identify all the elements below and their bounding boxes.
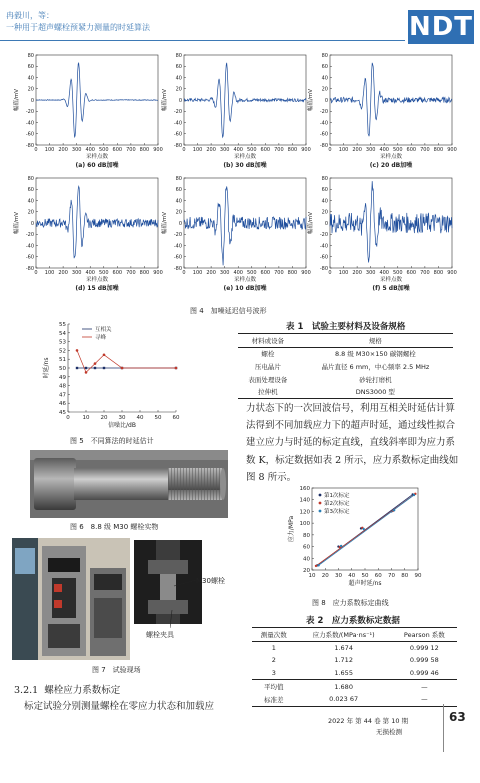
x-axis-label: 采样点数 <box>233 277 257 283</box>
table-2-header: Pearson 系数 <box>403 630 445 639</box>
waveform-line <box>330 63 452 136</box>
x-tick-label: 10 <box>308 573 316 579</box>
table-cell: 0.999 46 <box>409 669 439 678</box>
section-text: 标定试验分别测量螺栓在零应力状态和加载应 <box>24 701 215 712</box>
table-row <box>238 373 453 386</box>
figure-8-chart <box>284 484 428 594</box>
x-tick-label: 0 <box>66 415 70 421</box>
x-tick-label: 800 <box>287 147 298 153</box>
y-tick-label: 40 <box>321 198 328 205</box>
paragraph-line: 力状态下的一次回波信号，利用互相关时延估计算 <box>246 403 456 414</box>
data-point <box>94 367 96 369</box>
y-tick-label: -40 <box>319 243 328 250</box>
x-tick-label: 300 <box>71 147 82 153</box>
x-tick-label: 600 <box>260 147 271 153</box>
table-2 <box>252 627 457 707</box>
x-axis-label: 采样点数 <box>379 277 403 283</box>
y-tick-label: 0 <box>30 220 34 227</box>
data-point <box>362 528 364 530</box>
table-1-header: 材料或设备 <box>251 336 285 345</box>
table-cell: 压电晶片 <box>254 362 281 371</box>
x-tick-label: 0 <box>34 270 38 276</box>
y-tick-label: -60 <box>25 254 34 261</box>
x-tick-label: 600 <box>406 270 417 276</box>
figure-8-caption: 图 8 应力系数标定曲线 <box>312 599 389 607</box>
table-cell: 8.8 级 M30×150 碳钢螺栓 <box>334 350 416 359</box>
y-tick-label: 60 <box>175 187 182 194</box>
y-tick-label: 55 <box>59 322 66 328</box>
table-row <box>252 680 457 693</box>
table-cell: 标准差 <box>264 695 284 704</box>
y-tick-label: 20 <box>27 209 34 216</box>
data-point <box>85 367 87 369</box>
y-tick-label: -40 <box>173 243 182 250</box>
y-tick-label: -20 <box>25 109 34 116</box>
x-tick-label: 70 <box>388 573 395 579</box>
x-tick-label: 800 <box>433 270 444 276</box>
waveform-line <box>36 186 158 258</box>
y-tick-label: 53 <box>59 339 66 346</box>
x-tick-label: 0 <box>182 147 186 153</box>
data-point <box>175 367 178 370</box>
table-row <box>238 347 453 360</box>
x-tick-label: 0 <box>328 147 332 153</box>
figure-4-caption: 图 4 加噪延迟信号波形 <box>190 307 267 315</box>
y-tick-label: 47 <box>59 392 66 399</box>
x-tick-label: 800 <box>433 147 444 153</box>
x-tick-label: 300 <box>219 270 230 276</box>
x-tick-label: 60 <box>374 573 382 579</box>
legend-swatch <box>319 510 322 513</box>
x-tick-label: 30 <box>335 573 342 579</box>
legend-label: 第3次标定 <box>324 509 350 515</box>
waveform-line <box>184 186 306 265</box>
y-tick-label: -60 <box>25 131 34 138</box>
y-tick-label: 50 <box>59 366 66 372</box>
x-tick-label: 500 <box>393 147 403 153</box>
table-cell: 1 <box>271 643 276 652</box>
x-tick-label: 100 <box>338 147 349 153</box>
x-tick-label: 100 <box>44 147 55 153</box>
x-tick-label: 20 <box>321 573 329 579</box>
y-tick-label: 160 <box>299 486 310 492</box>
footer-journal-issue: 2022 年 第 44 卷 第 10 期 <box>328 717 409 725</box>
waveform-line <box>184 63 306 137</box>
figure-5-chart <box>38 320 188 435</box>
y-axis-label: 应力/MPa <box>288 515 295 543</box>
y-tick-label: 0 <box>324 220 328 227</box>
legend-swatch <box>319 494 322 497</box>
test-machine-photo <box>12 538 130 660</box>
y-tick-label: 40 <box>321 75 328 82</box>
y-tick-label: 100 <box>299 521 310 528</box>
header-rule <box>0 40 405 41</box>
x-tick-label: 500 <box>393 270 403 276</box>
x-tick-label: 400 <box>85 270 95 276</box>
figure-4-waveforms <box>0 50 480 303</box>
table-cell: 平均值 <box>264 683 284 692</box>
x-tick-label: 800 <box>287 270 298 276</box>
y-tick-label: -60 <box>173 254 182 261</box>
y-tick-label: 0 <box>30 97 34 104</box>
y-tick-label: -40 <box>25 243 34 250</box>
table-row <box>252 654 457 667</box>
x-tick-label: 500 <box>99 270 109 276</box>
table-cell: 表面处理设备 <box>248 375 288 384</box>
y-tick-label: -20 <box>319 109 328 116</box>
table-cell: 0.999 12 <box>409 643 439 652</box>
x-tick-label: 900 <box>301 270 311 276</box>
y-tick-label: -20 <box>319 232 328 239</box>
y-tick-label: 140 <box>299 497 310 504</box>
y-axis-label: 幅值/mV <box>308 212 314 234</box>
table-cell: 螺栓 <box>261 350 275 359</box>
x-tick-label: 900 <box>301 147 311 153</box>
x-tick-label: 800 <box>139 147 150 153</box>
figure-5-caption: 图 5 不同算法的时延估计 <box>70 437 154 445</box>
x-tick-label: 900 <box>447 270 457 276</box>
x-tick-label: 60 <box>172 415 180 421</box>
data-point <box>413 494 415 496</box>
table-cell: 0.023 67 <box>329 695 359 704</box>
x-tick-label: 700 <box>420 147 430 153</box>
y-tick-label: 60 <box>175 64 182 71</box>
y-tick-label: 20 <box>321 86 328 93</box>
label-m30-bolt: M30螺栓 <box>196 577 225 585</box>
legend-label: 第1次标定 <box>324 493 350 499</box>
x-tick-label: 30 <box>118 415 126 421</box>
y-tick-label: -60 <box>319 254 328 261</box>
data-point <box>103 354 106 357</box>
figure-6-caption: 图 6 8.8 级 M30 螺栓实物 <box>70 523 159 531</box>
header-authors: 冉毅川，等： <box>6 11 54 20</box>
x-tick-label: 500 <box>247 147 257 153</box>
y-tick-label: 80 <box>303 532 310 539</box>
y-tick-label: 20 <box>321 209 328 216</box>
x-tick-label: 40 <box>348 573 356 579</box>
table-row <box>238 360 453 373</box>
x-tick-label: 400 <box>233 147 243 153</box>
y-tick-label: 20 <box>175 209 182 216</box>
x-tick-label: 400 <box>85 147 95 153</box>
y-tick-label: 40 <box>27 75 34 82</box>
paragraph-line: 数 K，标定数据如表 2 所示，应力系数标定曲线如 <box>246 454 459 466</box>
y-tick-label: 40 <box>175 198 182 205</box>
y-tick-label: 45 <box>59 410 66 416</box>
y-tick-label: -20 <box>25 232 34 239</box>
x-tick-label: 300 <box>365 147 376 153</box>
x-tick-label: 40 <box>136 415 144 421</box>
y-tick-label: 60 <box>321 187 328 194</box>
legend-label: 互相关 <box>95 327 112 333</box>
x-tick-label: 700 <box>274 147 284 153</box>
label-bolt-fixture: 螺栓夹具 <box>146 631 174 639</box>
running-title: 一种用于超声螺栓预紧力测量的时延算法 <box>6 23 150 32</box>
y-tick-label: 0 <box>178 97 182 104</box>
y-tick-label: 80 <box>321 52 328 59</box>
footer-journal-name: 无损检测 <box>376 728 402 736</box>
y-tick-label: 80 <box>175 52 182 59</box>
legend-label: 第2次标定 <box>324 501 350 507</box>
journal-logo: NDT <box>408 12 474 42</box>
y-tick-label: -80 <box>319 265 328 272</box>
y-axis-label: 幅值/mV <box>14 212 20 234</box>
table-cell: 2 <box>271 656 276 665</box>
x-tick-label: 700 <box>126 147 136 153</box>
x-tick-label: 300 <box>71 270 82 276</box>
table-cell: 1.674 <box>334 643 353 652</box>
table-2-header-row <box>252 628 457 642</box>
paragraph-line: 法得到不同加载应力下的超声时延，通过线性拟合 <box>246 420 456 432</box>
y-tick-label: -40 <box>173 120 182 127</box>
x-tick-label: 200 <box>206 270 216 276</box>
y-axis-label: 幅值/mV <box>162 212 168 234</box>
x-tick-label: 900 <box>153 147 163 153</box>
data-point <box>85 371 88 374</box>
y-tick-label: 20 <box>175 86 182 93</box>
table-cell: 1.712 <box>334 656 353 665</box>
section-number: 3.2.1 <box>14 685 39 696</box>
x-tick-label: 200 <box>206 147 216 153</box>
y-tick-label: 40 <box>303 556 310 563</box>
y-tick-label: 80 <box>175 175 182 182</box>
y-tick-label: 120 <box>299 509 310 516</box>
table-cell: — <box>421 695 428 704</box>
y-tick-label: -20 <box>173 109 182 116</box>
legend-swatch <box>319 502 322 505</box>
legend-label: 寻峰 <box>95 335 107 341</box>
data-point <box>340 545 342 547</box>
y-tick-label: 46 <box>59 401 66 408</box>
x-axis-label: 采样点数 <box>85 277 109 283</box>
table-row <box>252 641 457 654</box>
x-tick-label: 80 <box>401 573 409 579</box>
y-tick-label: 40 <box>27 198 34 205</box>
y-tick-label: 80 <box>321 175 328 182</box>
x-tick-label: 20 <box>100 415 108 421</box>
footer-rule <box>443 704 444 752</box>
y-tick-label: 20 <box>27 86 34 93</box>
x-tick-label: 100 <box>338 270 349 276</box>
x-axis-label: 采样点数 <box>233 154 257 160</box>
y-tick-label: 60 <box>27 187 34 194</box>
x-tick-label: 400 <box>379 147 389 153</box>
x-tick-label: 10 <box>82 415 90 421</box>
y-tick-label: 60 <box>27 64 34 71</box>
data-point <box>393 509 395 511</box>
x-tick-label: 600 <box>406 147 417 153</box>
table-row <box>252 667 457 680</box>
x-axis-label: 信噪比/dB <box>108 422 136 429</box>
x-tick-label: 600 <box>112 147 123 153</box>
callout-lines <box>170 580 196 630</box>
y-tick-label: 54 <box>59 330 66 337</box>
table-cell: DNS3000 型 <box>355 388 395 397</box>
x-tick-label: 200 <box>352 270 362 276</box>
x-tick-label: 900 <box>447 147 457 153</box>
x-tick-label: 300 <box>365 270 376 276</box>
y-tick-label: -80 <box>173 265 182 272</box>
table-cell: 晶片直径 6 mm，中心频率 2.5 MHz <box>321 362 430 371</box>
table-row <box>252 693 457 706</box>
x-tick-label: 700 <box>126 270 136 276</box>
panel-label: (d) 15 dB加噪 <box>75 285 119 292</box>
x-tick-label: 100 <box>192 147 203 153</box>
y-tick-label: -80 <box>319 142 328 149</box>
y-tick-label: 51 <box>59 357 66 364</box>
data-point <box>317 564 319 566</box>
y-tick-label: 52 <box>59 348 66 355</box>
x-tick-label: 500 <box>99 147 109 153</box>
data-point <box>76 349 79 352</box>
x-tick-label: 400 <box>233 270 243 276</box>
y-tick-label: 49 <box>59 374 66 381</box>
y-tick-label: 0 <box>178 220 182 227</box>
y-tick-label: 20 <box>303 568 310 574</box>
panel-label: (b) 30 dB加噪 <box>223 162 267 169</box>
x-tick-label: 600 <box>112 270 123 276</box>
table-cell: 3 <box>271 669 276 678</box>
x-tick-label: 400 <box>379 270 389 276</box>
data-point <box>315 565 317 567</box>
y-tick-label: 48 <box>59 383 66 390</box>
x-tick-label: 100 <box>44 270 55 276</box>
data-point <box>121 367 124 370</box>
paragraph-line: 图 8 所示。 <box>246 471 297 483</box>
y-tick-label: -60 <box>173 131 182 138</box>
table-1-header-row <box>238 334 453 348</box>
table-cell: 拉伸机 <box>258 388 278 397</box>
page-number: 63 <box>449 710 466 724</box>
y-axis-label: 时延/ns <box>43 357 50 379</box>
y-tick-label: 0 <box>324 97 328 104</box>
y-axis-label: 幅值/mV <box>308 89 314 111</box>
y-axis-label: 幅值/mV <box>162 89 168 111</box>
y-tick-label: 60 <box>303 544 310 551</box>
data-point <box>103 367 105 369</box>
panel-label: (f) 5 dB加噪 <box>372 285 410 292</box>
y-tick-label: -80 <box>173 142 182 149</box>
panel-label: (e) 10 dB加噪 <box>223 285 267 292</box>
x-tick-label: 800 <box>139 270 150 276</box>
x-tick-label: 50 <box>154 415 162 421</box>
table-1 <box>238 333 453 399</box>
y-tick-label: 80 <box>27 52 34 59</box>
table-cell: 0.999 58 <box>409 656 439 665</box>
table-cell: — <box>421 682 428 691</box>
x-tick-label: 200 <box>352 147 362 153</box>
y-tick-label: 60 <box>321 64 328 71</box>
body-paragraph <box>246 400 458 486</box>
y-tick-label: 80 <box>27 175 34 182</box>
series-line <box>77 350 176 372</box>
y-tick-label: -80 <box>25 142 34 149</box>
x-axis-label: 超声时延/ns <box>348 580 382 587</box>
table-2-header: 测量次数 <box>260 630 287 639</box>
waveform-line <box>36 63 158 137</box>
x-axis-label: 采样点数 <box>379 154 403 160</box>
x-tick-label: 90 <box>414 573 422 579</box>
data-point <box>94 362 97 365</box>
x-axis-label: 采样点数 <box>85 154 109 160</box>
figure-7-caption: 图 7 试验现场 <box>92 666 141 674</box>
section-heading <box>14 682 120 696</box>
x-tick-label: 200 <box>58 147 68 153</box>
x-tick-label: 900 <box>153 270 163 276</box>
table-1-title: 表 1 试验主要材料及设备规格 <box>286 322 406 332</box>
panel-label: (a) 60 dB加噪 <box>75 162 119 169</box>
table-cell: 砂轮打磨机 <box>359 375 392 384</box>
y-tick-label: -40 <box>319 120 328 127</box>
waveform-line <box>330 181 452 262</box>
x-tick-label: 500 <box>247 270 257 276</box>
x-tick-label: 0 <box>34 147 38 153</box>
table-2-title: 表 2 应力系数标定数据 <box>306 616 400 626</box>
x-tick-label: 700 <box>420 270 430 276</box>
data-point <box>76 367 78 369</box>
x-tick-label: 0 <box>328 270 332 276</box>
bolt-photo <box>30 450 228 518</box>
table-row <box>238 385 453 398</box>
x-tick-label: 100 <box>192 270 203 276</box>
y-tick-label: -20 <box>173 232 182 239</box>
y-tick-label: -80 <box>25 265 34 272</box>
paragraph-line: 建立应力与时延的标定直线，直线斜率即为应力系 <box>246 437 456 449</box>
table-1-header: 规格 <box>368 336 382 345</box>
y-tick-label: 40 <box>175 75 182 82</box>
x-tick-label: 200 <box>58 270 68 276</box>
section-title: 螺栓应力系数标定 <box>44 685 121 696</box>
table-2-header: 应力系数/(MPa·ns⁻¹) <box>312 630 375 639</box>
y-tick-label: -60 <box>319 131 328 138</box>
x-tick-label: 50 <box>361 573 369 579</box>
x-tick-label: 0 <box>182 270 186 276</box>
x-tick-label: 700 <box>274 270 284 276</box>
y-tick-label: -40 <box>25 120 34 127</box>
x-tick-label: 600 <box>260 270 271 276</box>
table-cell: 1.655 <box>334 669 353 678</box>
panel-label: (c) 20 dB加噪 <box>369 162 413 169</box>
x-tick-label: 300 <box>219 147 230 153</box>
y-axis-label: 幅值/mV <box>14 89 20 111</box>
table-cell: 1.680 <box>334 682 353 691</box>
